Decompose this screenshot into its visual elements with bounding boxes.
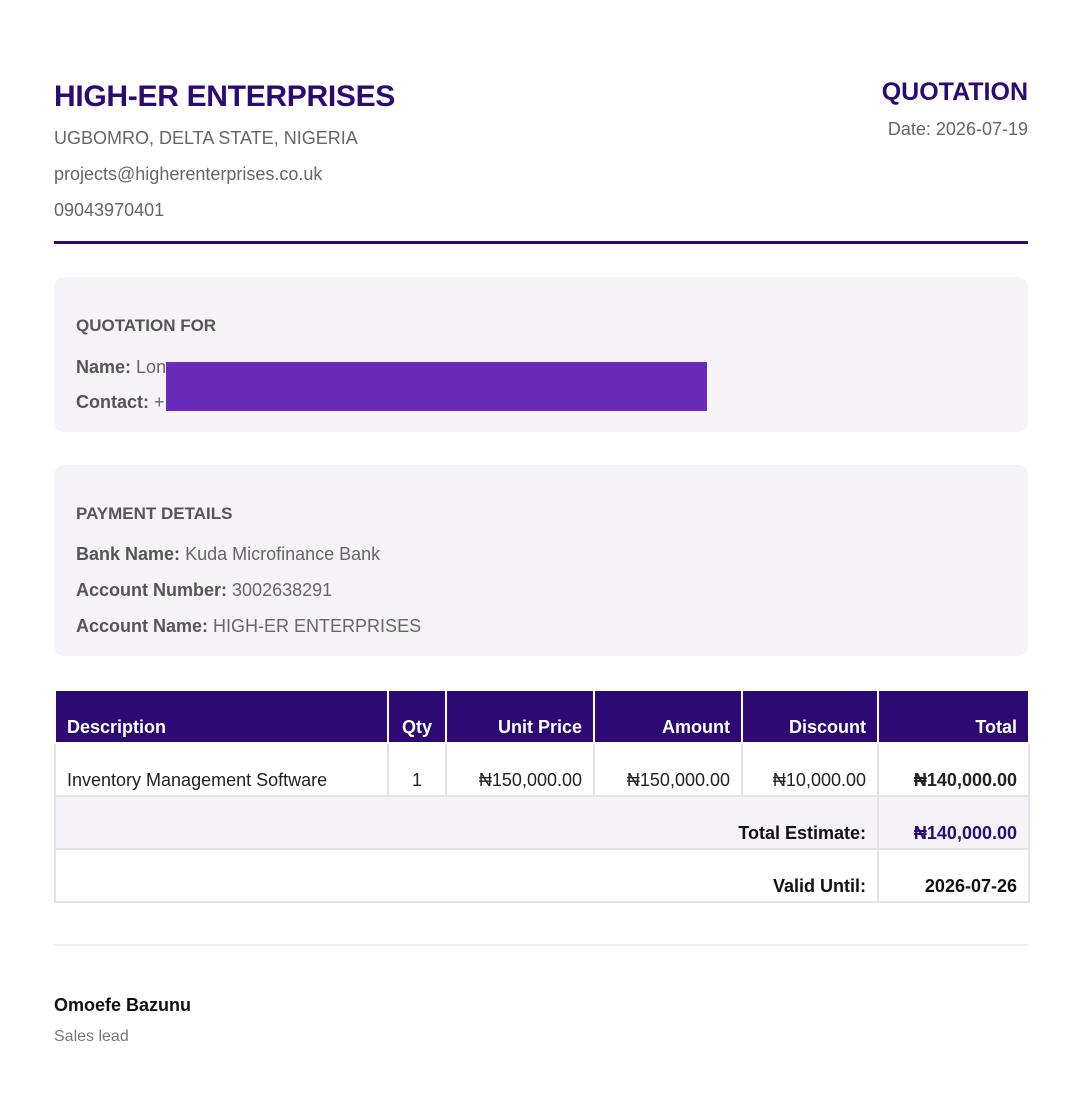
account-number-value: 3002638291 (232, 580, 333, 600)
account-number-label: Account Number: (76, 580, 228, 600)
quotation-page (54, 0, 1028, 1045)
total-estimate-value: ₦140,000.00 (878, 796, 1029, 849)
recipient-section (54, 277, 1028, 432)
account-number-line (76, 580, 332, 601)
bank-name-label: Bank Name: (76, 544, 181, 564)
signer-name: Omoefe Bazunu (54, 995, 192, 1015)
total-estimate-row (55, 796, 1029, 849)
column-header-discount: Discount (742, 690, 878, 743)
valid-until-row (55, 849, 1029, 902)
quotation-items-table (54, 689, 1030, 903)
column-header-qty: Qty (388, 690, 446, 743)
document-header (54, 0, 1028, 244)
column-header-description: Description (55, 690, 388, 743)
recipient-name-value: Lon (136, 357, 167, 377)
table-header-row (55, 690, 1029, 743)
valid-until-label: Valid Until: (55, 849, 878, 902)
account-name-value: HIGH-ER ENTERPRISES (213, 616, 422, 636)
redaction-block (166, 362, 707, 411)
total-estimate-label: Total Estimate: (55, 796, 878, 849)
recipient-contact-line (76, 392, 165, 413)
item-amount: ₦150,000.00 (594, 743, 742, 796)
recipient-contact-value: + (154, 392, 165, 412)
footer-divider (54, 944, 1028, 946)
payment-heading: PAYMENT DETAILS (76, 504, 233, 523)
item-discount: ₦10,000.00 (742, 743, 878, 796)
document-title: QUOTATION (881, 78, 1028, 106)
item-qty: 1 (388, 743, 446, 796)
valid-until-value: 2026-07-26 (878, 849, 1029, 902)
company-email: projects@higherenterprises.co.uk (54, 164, 323, 184)
column-header-unit-price: Unit Price (446, 690, 594, 743)
column-header-total: Total (878, 690, 1029, 743)
table-row (55, 743, 1029, 796)
bank-name-line (76, 544, 380, 565)
signer-role: Sales lead (54, 1028, 129, 1045)
payment-details-section (54, 465, 1028, 656)
recipient-heading: QUOTATION FOR (76, 316, 217, 335)
bank-name-value: Kuda Microfinance Bank (185, 544, 381, 564)
account-name-label: Account Name: (76, 616, 209, 636)
company-phone: 09043970401 (54, 200, 165, 220)
company-name: HIGH-ER ENTERPRISES (54, 80, 396, 113)
recipient-name-label: Name: (76, 357, 132, 377)
account-name-line (76, 616, 421, 637)
item-unit-price: ₦150,000.00 (446, 743, 594, 796)
item-description: Inventory Management Software (55, 743, 388, 796)
document-date: Date: 2026-07-19 (887, 119, 1028, 139)
item-total: ₦140,000.00 (878, 743, 1029, 796)
recipient-name-line (76, 357, 166, 378)
column-header-amount: Amount (594, 690, 742, 743)
recipient-contact-label: Contact: (76, 392, 149, 412)
company-address: UGBOMRO, DELTA STATE, NIGERIA (54, 128, 358, 148)
